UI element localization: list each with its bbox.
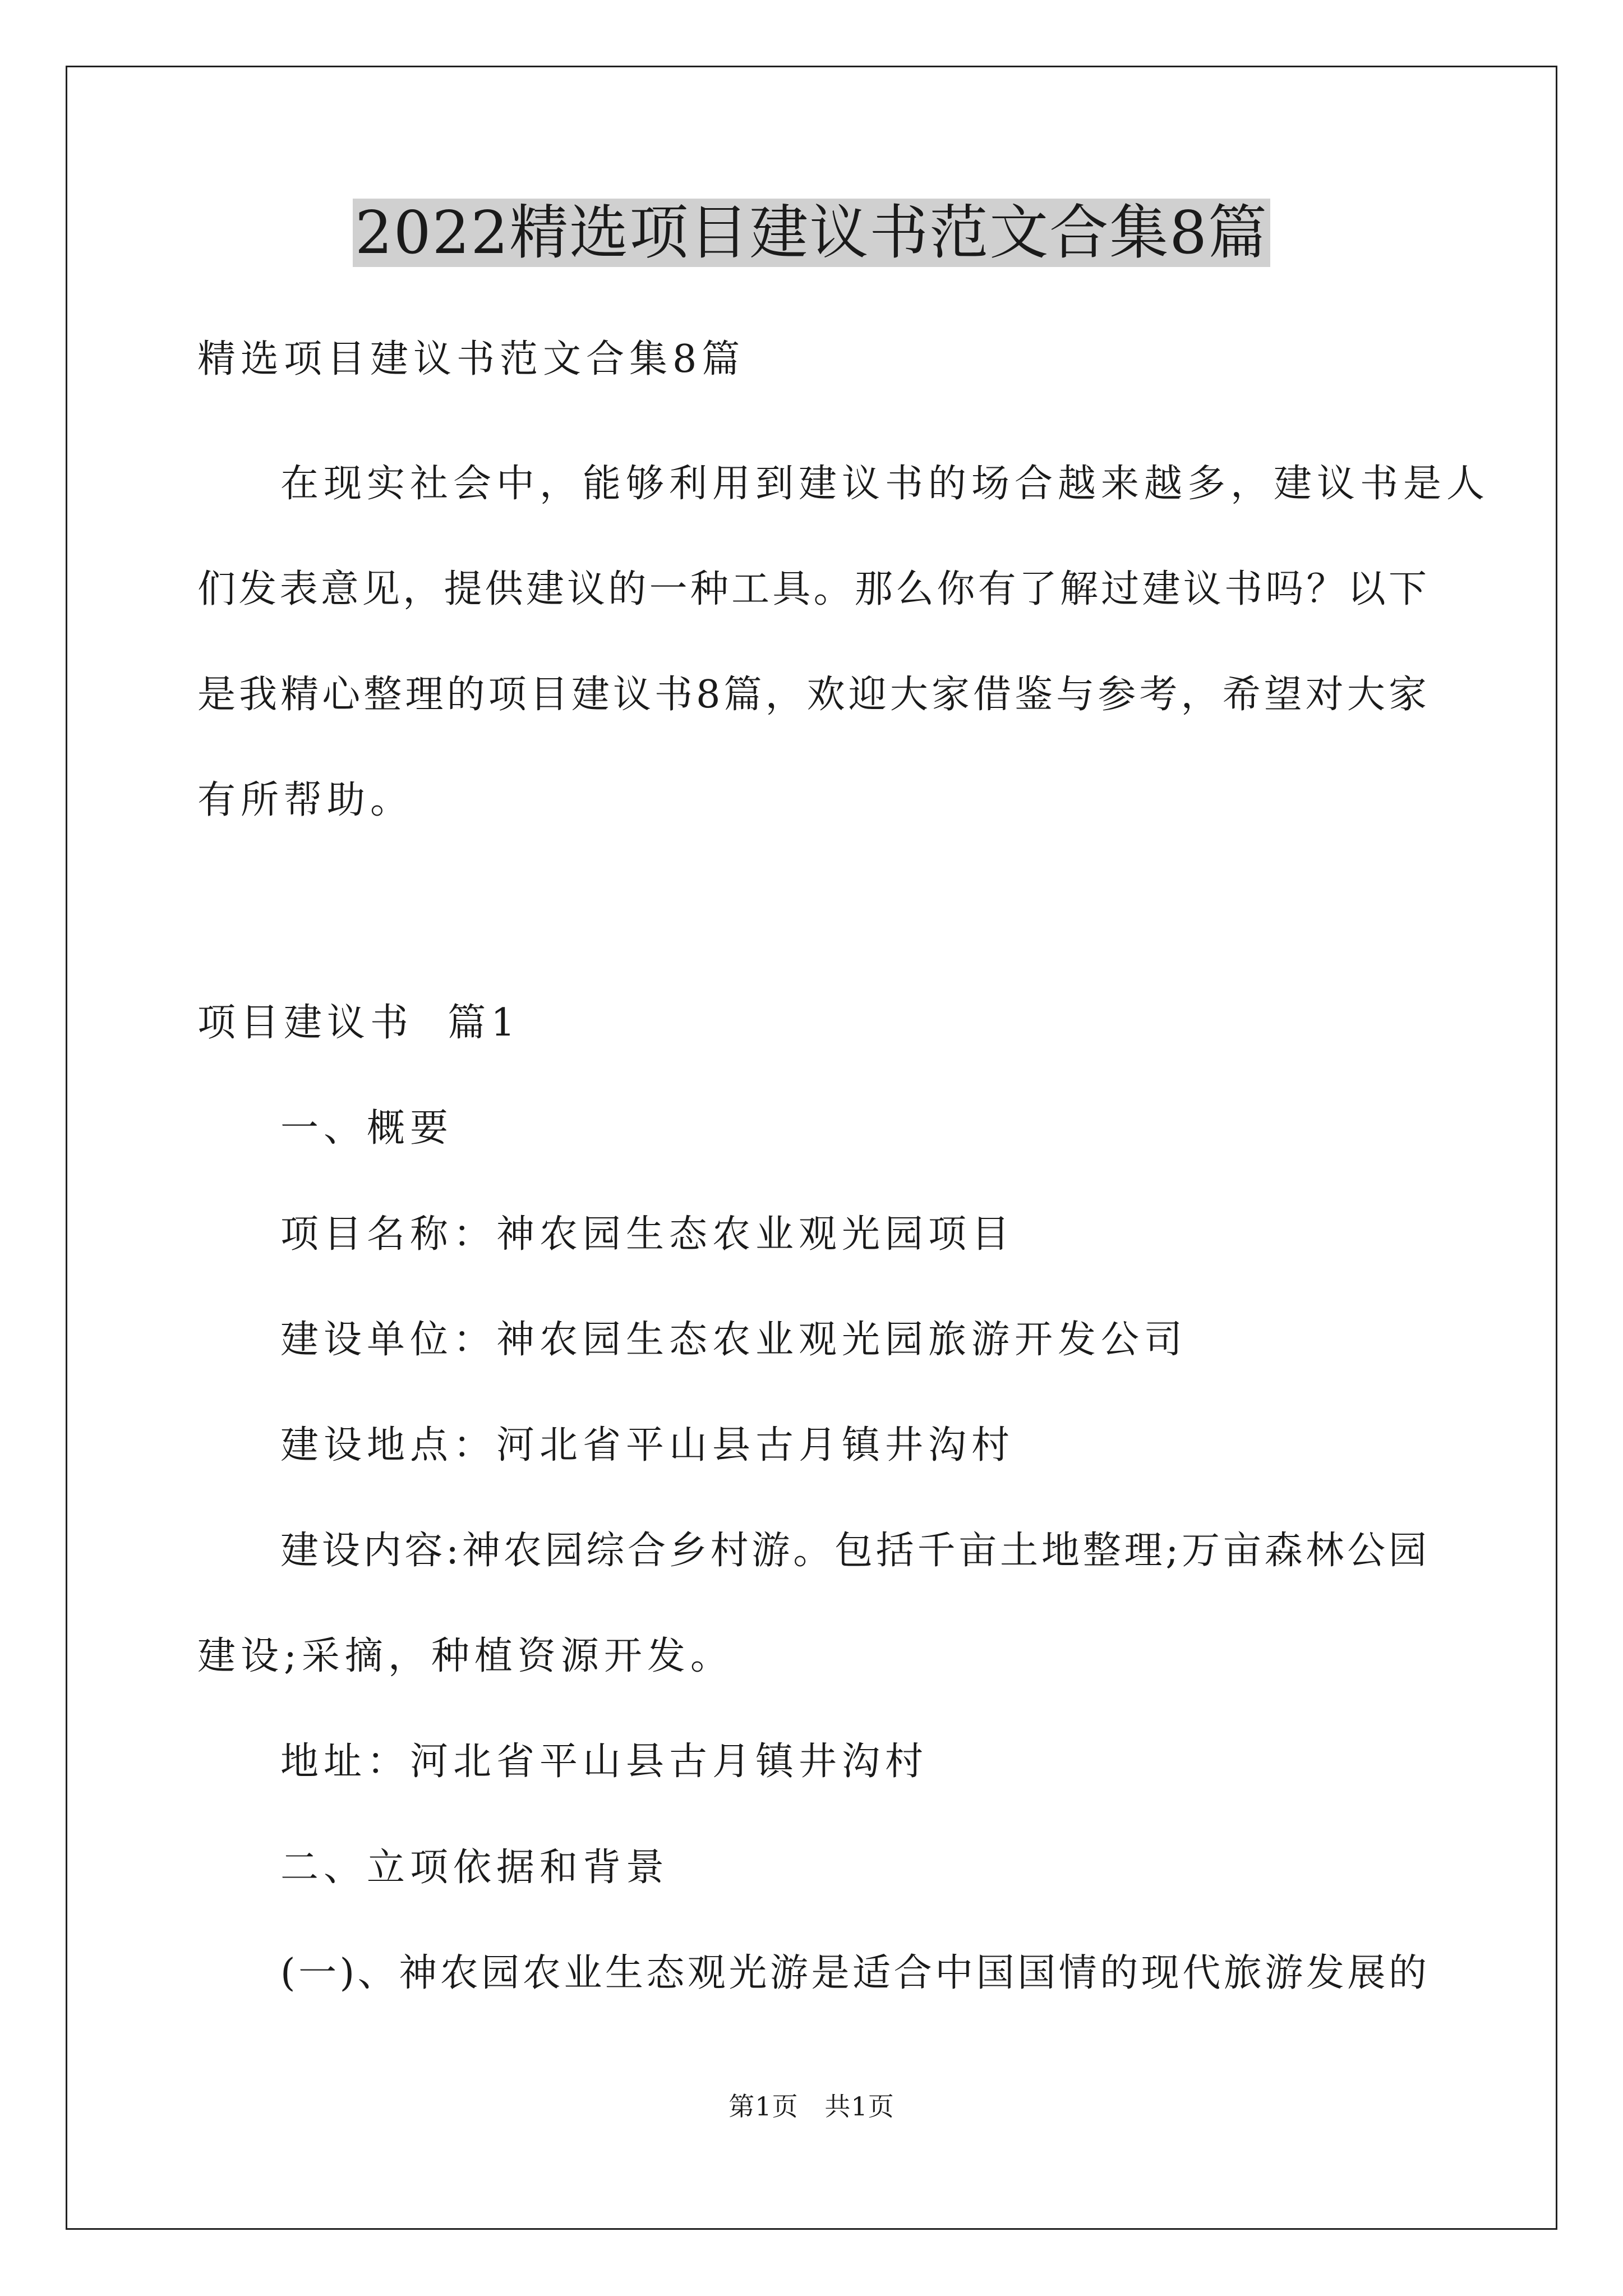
section-line-2: 项目名称：神农园生态农业观光园项目 bbox=[280, 1212, 1015, 1257]
page-number-text: 第1页 共1页 bbox=[728, 2091, 895, 2122]
intro-line-2: 们发表意见，提供建议的一种工具。那么你有了解过建议书吗？以下 bbox=[197, 567, 1427, 611]
section-line-8: 二、立项依据和背景 bbox=[280, 1846, 670, 1890]
section-line-3: 建设单位：神农园生态农业观光园旅游开发公司 bbox=[280, 1318, 1188, 1362]
intro-line-4: 有所帮助。 bbox=[197, 778, 414, 822]
section-line-6: 建设;采摘，种植资源开发。 bbox=[197, 1634, 734, 1678]
page-number-footer bbox=[0, 2090, 1623, 2123]
section-line-1: 一、概要 bbox=[280, 1106, 454, 1151]
intro-line-1: 在现实社会中，能够利用到建议书的场合越来越多，建议书是人 bbox=[280, 462, 1490, 506]
document-title bbox=[0, 194, 1623, 272]
section-line-4: 建设地点：河北省平山县古月镇井沟村 bbox=[280, 1423, 1015, 1467]
section-heading: 项目建议书 篇1 bbox=[197, 1001, 520, 1045]
intro-line-3: 是我精心整理的项目建议书8篇，欢迎大家借鉴与参考，希望对大家 bbox=[197, 673, 1427, 717]
document-title-text: 2022精选项目建议书范文合集8篇 bbox=[353, 199, 1270, 267]
document-subtitle: 精选项目建议书范文合集8篇 bbox=[197, 337, 745, 381]
section-line-7: 地址：河北省平山县古月镇井沟村 bbox=[280, 1740, 929, 1784]
section-line-5: 建设内容:神农园综合乡村游。包括千亩土地整理;万亩森林公园 bbox=[280, 1529, 1427, 1573]
section-line-9: (一)、神农园农业生态观光游是适合中国国情的现代旅游发展的 bbox=[280, 1951, 1427, 1995]
